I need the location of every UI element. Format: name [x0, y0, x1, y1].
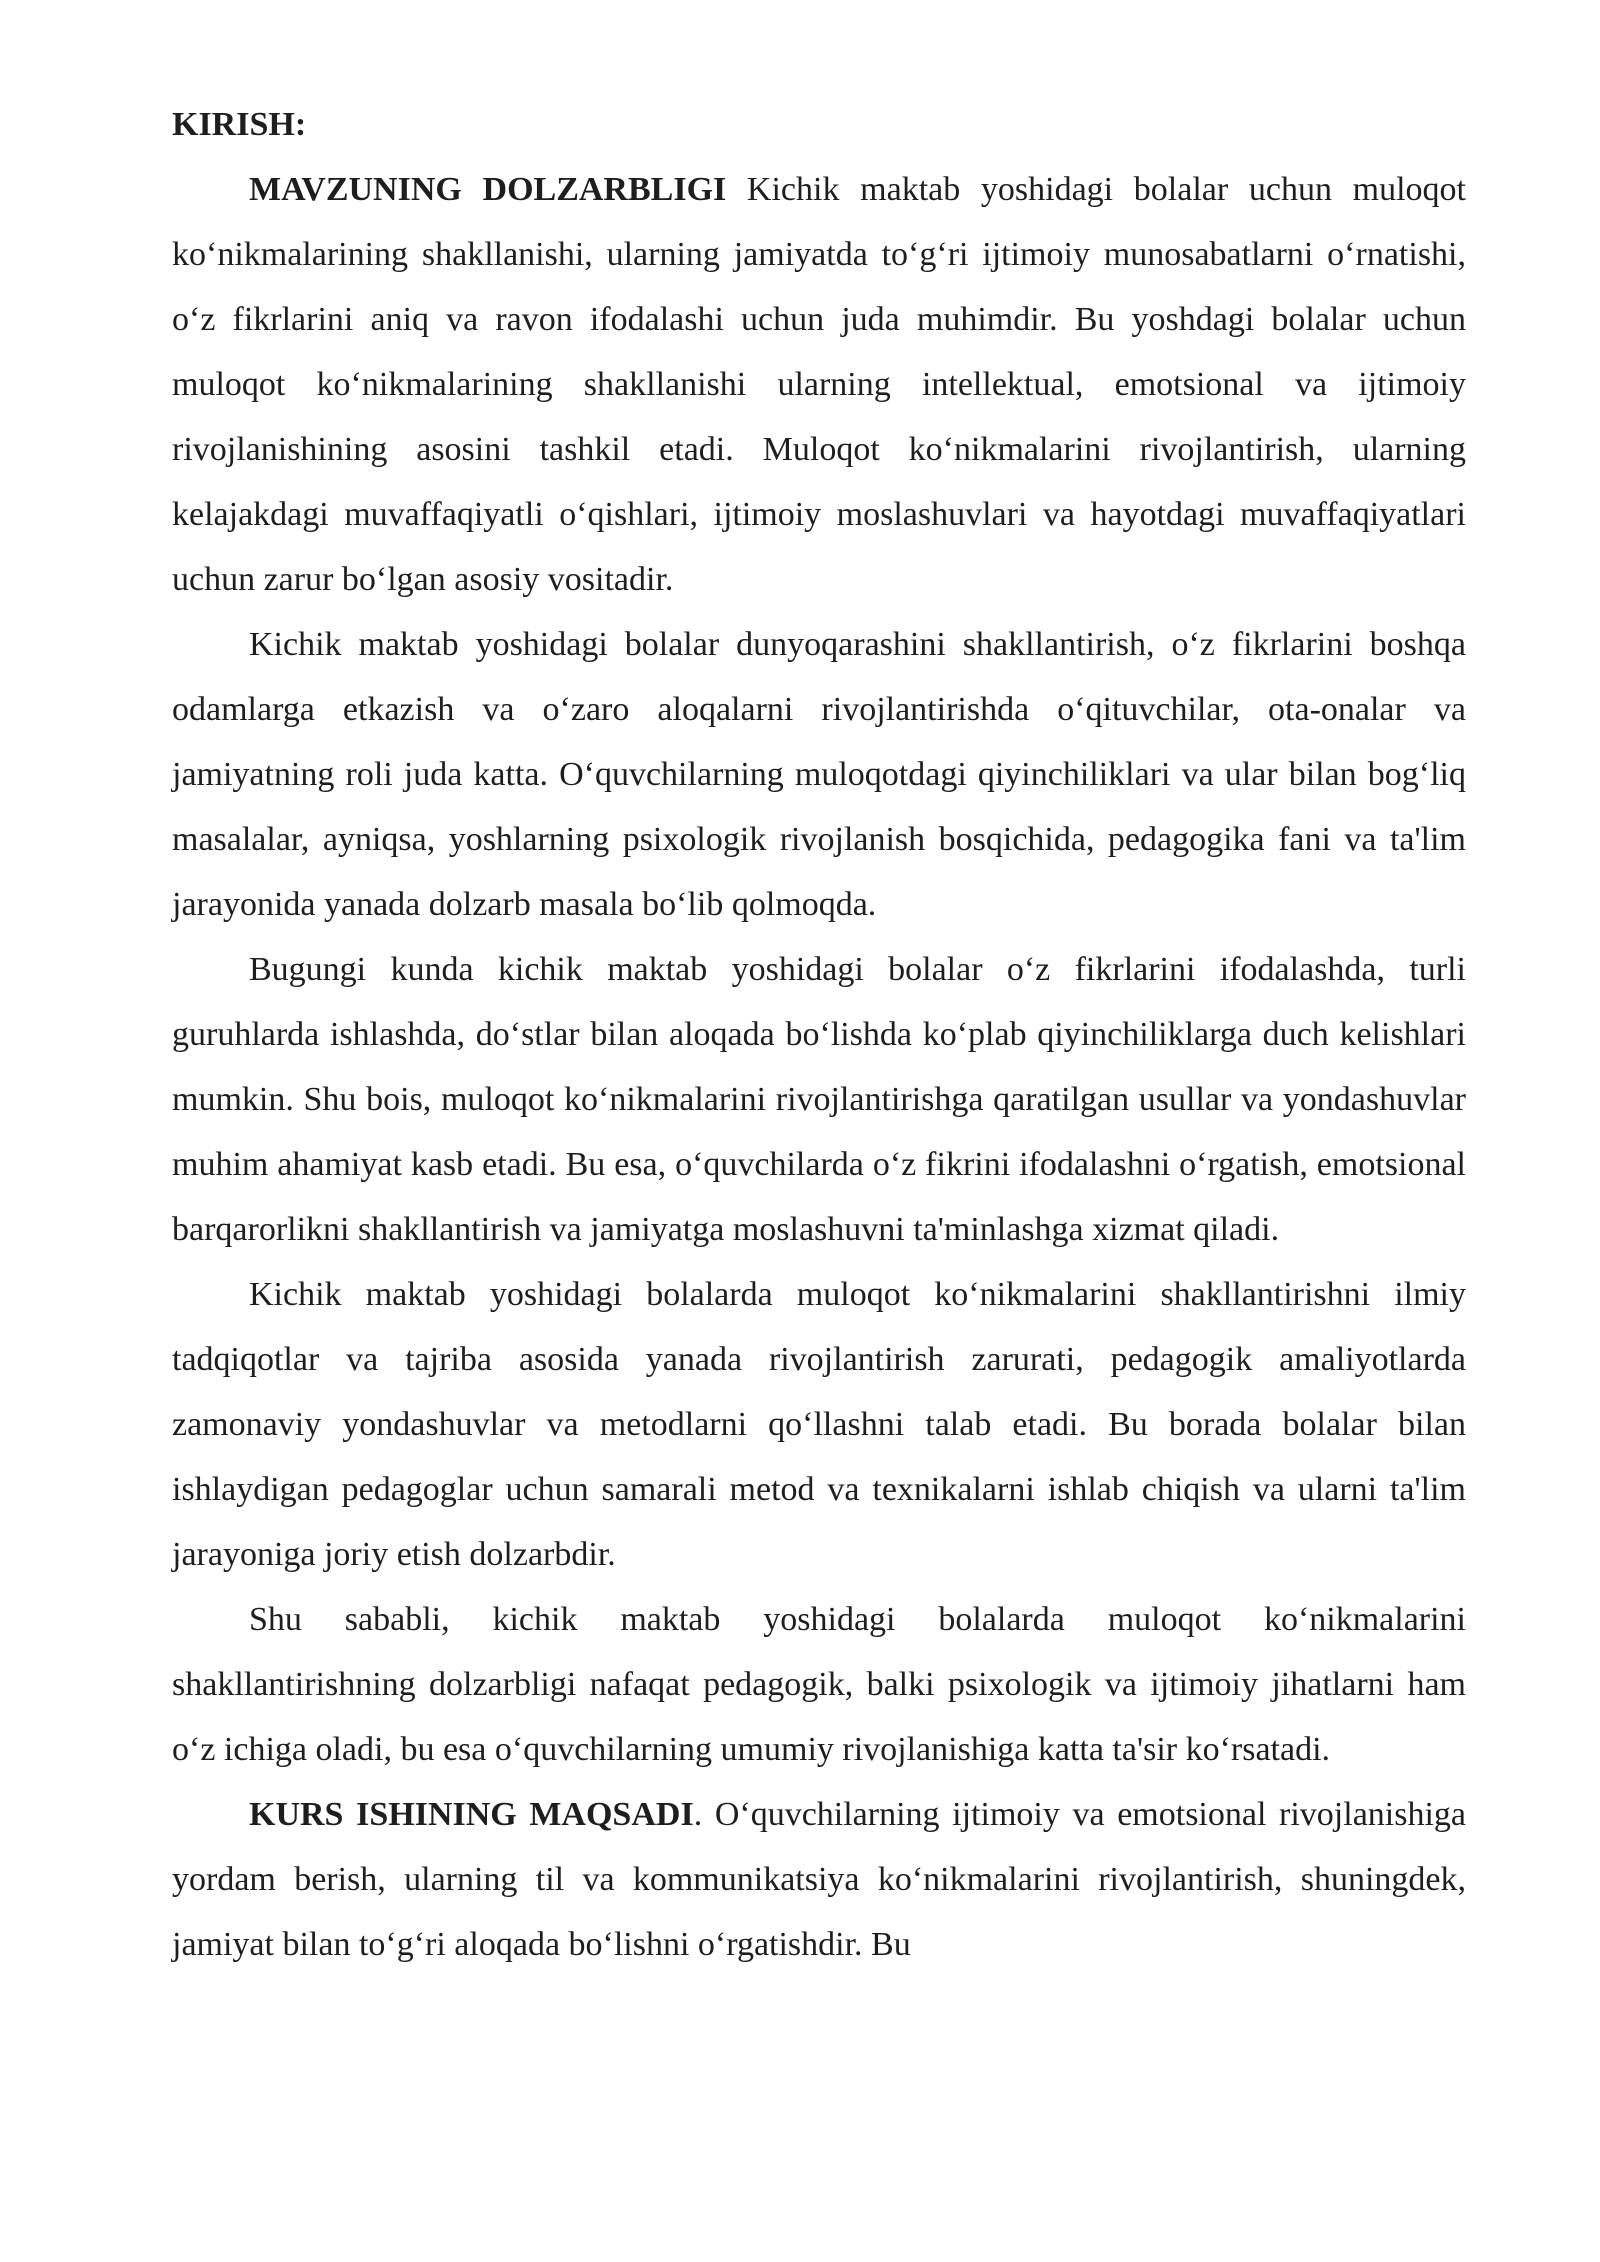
paragraph-text: Kichik maktab yoshidagi bolalar uchun muloqot ko‘nikmalarining shakllanishi, ularning jamiyatda to‘g‘ri ijtimoiy munosabatlarni o‘rnatishi, o‘z fikrlarini aniq va ravon ifodalashi uchun juda muhimdir. Bu yoshdagi bolalar uchun muloqot ko‘nikmalarining shakllanishi ularning intellektual, emotsional va ijtimoiy rivojlanishining asosini tashkil etadi. Muloqot ko‘nikmalarini rivojlantirish, ularning kelajakdagi muvaffaqiyatli o‘qishlari, ijtimoiy moslashuvlari va hayotdagi muvaffaqiyatlari uchun zarur bo‘lgan asosiy vositadir.	[172, 171, 1467, 598]
paragraph-worldview	[172, 612, 1466, 937]
paragraph-goal	[172, 1782, 1466, 1977]
paragraph-conclusion	[172, 1587, 1466, 1782]
paragraph-text: Shu sababli, kichik maktab yoshidagi bolalarda muloqot ko‘nikmalarini shakllantirishning dolzarbligi nafaqat pedagogik, balki psixologik va ijtimoiy jihatlarni ham o‘z ichiga oladi, bu esa o‘quvchilarning umumiy rivojlanishiga katta ta'sir ko‘rsatadi.	[172, 1601, 1466, 1768]
paragraph-text: . O‘quvchilarning ijtimoiy va emotsional rivojlanishiga yordam berish, ularning til va kommunikatsiya ko‘nikmalarini rivojlantirish, shuningdek, jamiyat bilan to‘g‘ri aloqada bo‘lishni o‘rgatishdir. Bu	[172, 1796, 1467, 1963]
document-page	[172, 92, 1466, 1977]
paragraph-difficulties	[172, 937, 1466, 1262]
section-heading: KIRISH:	[172, 106, 307, 143]
paragraph-text: Kichik maktab yoshidagi bolalar dunyoqarashini shakllantirish, o‘z fikrlarini boshqa odamlarga etkazish va o‘zaro aloqalarni rivojlantirishda o‘qituvchilar, ota-onalar va jamiyatning roli juda katta. O‘quvchilarning muloqotdagi qiyinchiliklari va ular bilan bog‘liq masalalar, ayniqsa, yoshlarning psixologik rivojlanish bosqichida, pedagogika fani va ta'lim jarayonida yanada dolzarb masala bo‘lib qolmoqda.	[172, 626, 1466, 923]
paragraph-relevance	[172, 157, 1466, 612]
paragraph-text: Kichik maktab yoshidagi bolalarda muloqot ko‘nikmalarini shakllantirishni ilmiy tadqiqotlar va tajriba asosida yanada rivojlantirish zarurati, pedagogik amaliyotlarda zamonaviy yondashuvlar va metodlarni qo‘llashni talab etadi. Bu borada bolalar bilan ishlaydigan pedagoglar uchun samarali metod va texnikalarni ishlab chiqish va ularni ta'lim jarayoniga joriy etish dolzarbdir.	[172, 1276, 1466, 1573]
paragraph-text: Bugungi kunda kichik maktab yoshidagi bolalar o‘z fikrlarini ifodalashda, turli guruhlarda ishlashda, do‘stlar bilan aloqada bo‘lishda ko‘plab qiyinchiliklarga duch kelishlari mumkin. Shu bois, muloqot ko‘nikmalarini rivojlantirishga qaratilgan usullar va yondashuvlar muhim ahamiyat kasb etadi. Bu esa, o‘quvchilarda o‘z fikrini ifodalashni o‘rgatish, emotsional barqarorlikni shakllantirish va jamiyatga moslashuvni ta'minlashga xizmat qiladi.	[172, 951, 1466, 1248]
paragraph-lead: KURS ISHINING MAQSADI	[249, 1796, 694, 1833]
paragraph-lead: MAVZUNING DOLZARBLIGI	[249, 171, 727, 208]
paragraph-research	[172, 1262, 1466, 1587]
